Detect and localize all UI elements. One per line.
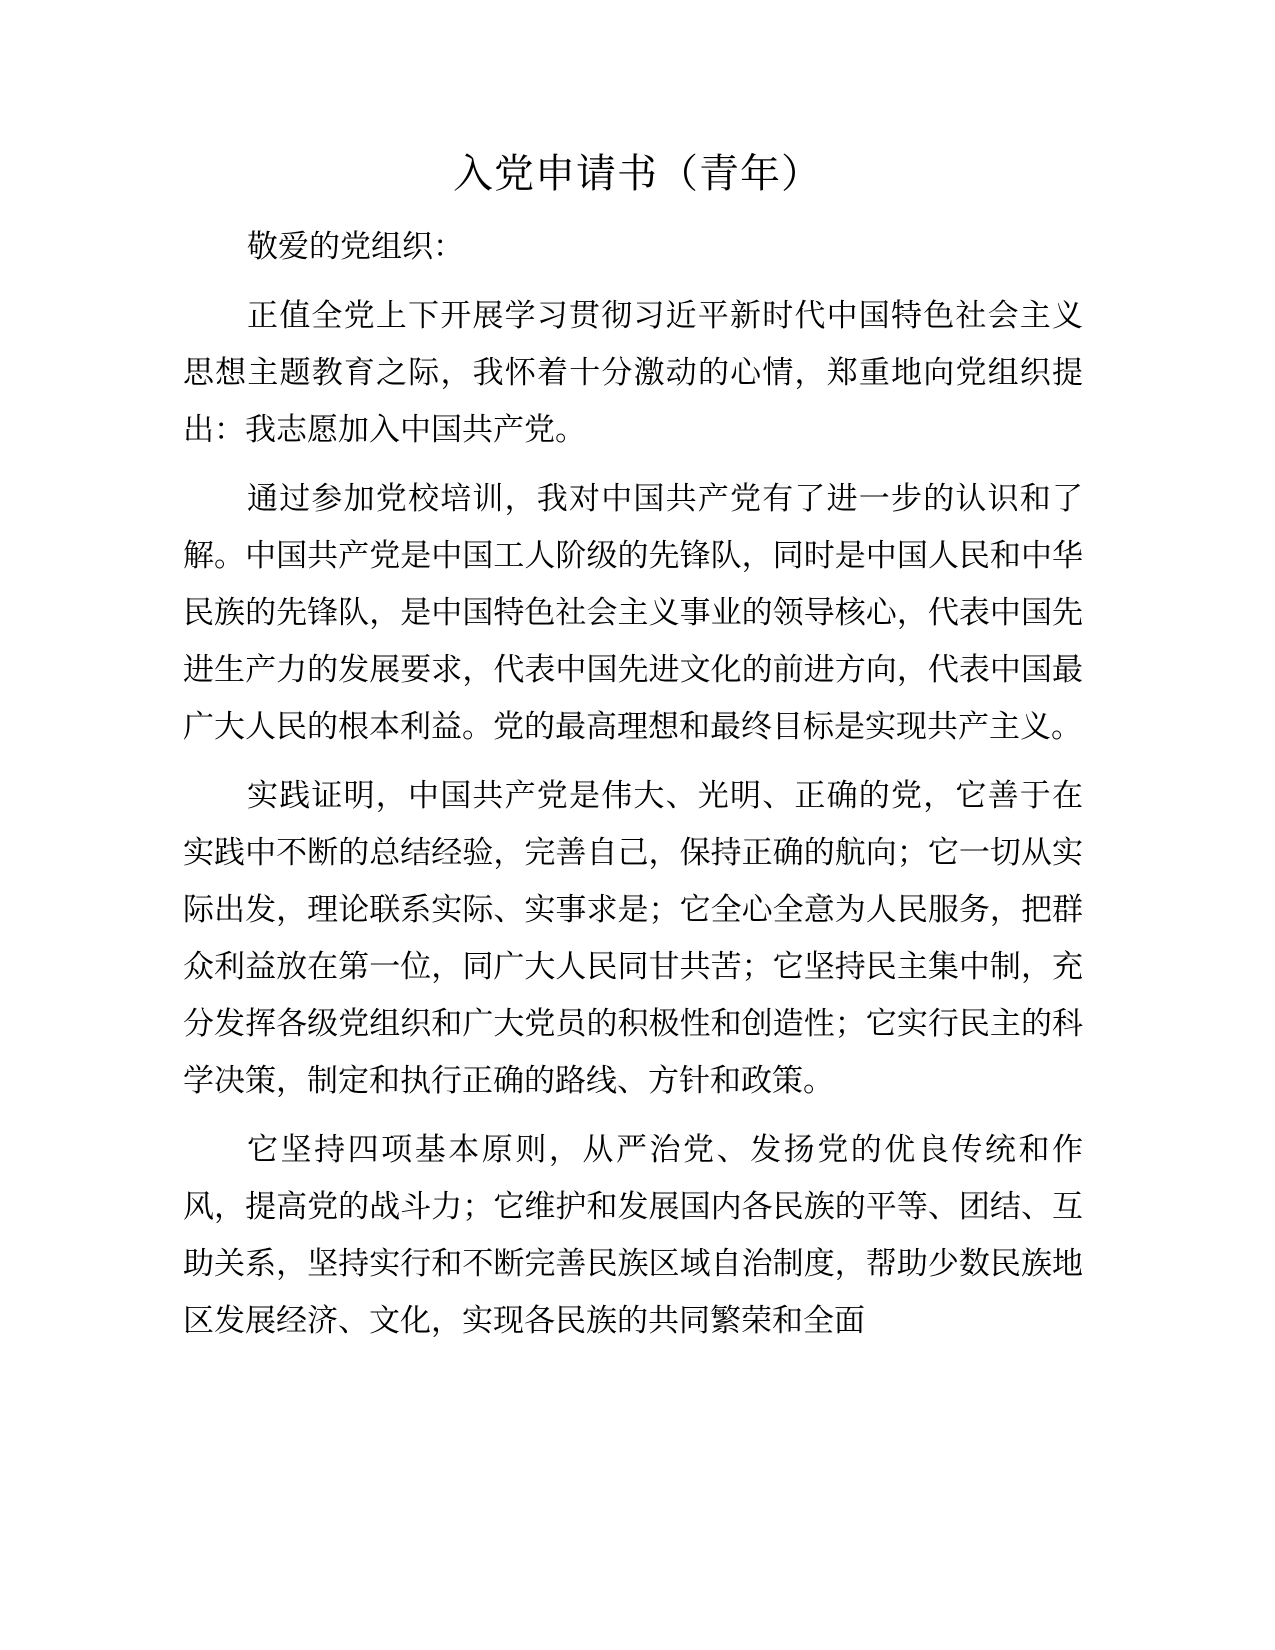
paragraph: 它坚持四项基本原则，从严治党、发扬党的优良传统和作风，提高党的战斗力；它维护和发展国内各民族的平等、团结、互助关系，坚持实行和不断完善民族区域自治制度，帮助少数民族地区发展经济、文化，实现各民族的共同繁荣和全面 xyxy=(183,1132,1083,1339)
document-title: 入党申请书（青年） xyxy=(453,151,822,197)
paragraph: 通过参加党校培训，我对中国共产党有了进一步的认识和了解。中国共产党是中国工人阶级的先锋队，同时是中国人民和中华民族的先锋队，是中国特色社会主义事业的领导核心，代表中国先进生产力的发展要求，代表中国先进文化的前进方向，代表中国最广大人民的根本利益。党的最高理想和最终目标是实现共产主义。 xyxy=(183,481,1083,745)
salutation: 敬爱的党组织： xyxy=(247,229,464,265)
paragraph: 正值全党上下开展学习贯彻习近平新时代中国特色社会主义思想主题教育之际，我怀着十分激动的心情，郑重地向党组织提出：我志愿加入中国共产党。 xyxy=(183,298,1083,448)
document-body xyxy=(183,219,1083,1362)
paragraph: 实践证明，中国共产党是伟大、光明、正确的党，它善于在实践中不断的总结经验，完善自己，保持正确的航向；它一切从实际出发，理论联系实际、实事求是；它全心全意为人民服务，把群众利益放在第一位，同广大人民同甘共苦；它坚持民主集中制，充分发挥各级党组织和广大党员的积极性和创造性；它实行民主的科学决策，制定和执行正确的路线、方针和政策。 xyxy=(183,778,1083,1099)
